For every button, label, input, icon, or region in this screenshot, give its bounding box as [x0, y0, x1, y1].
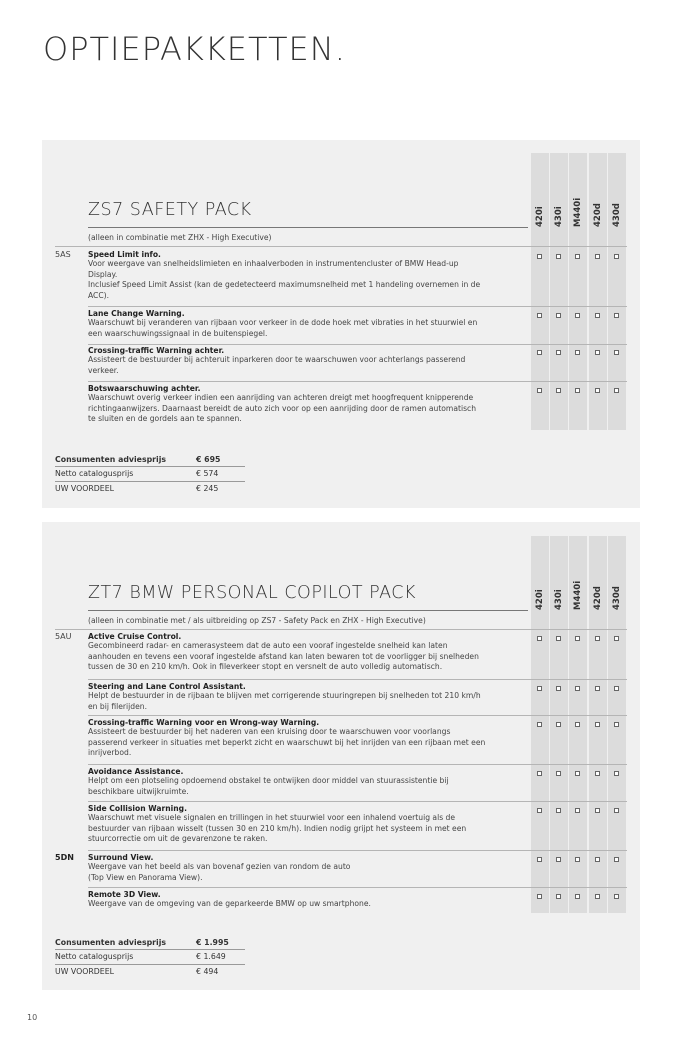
feature-description-line: richtingaanwijzers. Daarnaast bereidt de auto zich voor op een aanrijding door de ramen automatisch: [88, 403, 477, 413]
pack-note: (alleen in combinatie met / als uitbreiding op ZS7 - Safety Pack en ZHX - High Executive): [88, 616, 426, 625]
availability-checkbox-430i: [556, 388, 561, 393]
row-divider: [88, 764, 627, 765]
variant-label-m440i: M440i: [573, 197, 583, 227]
option-code: 5DN: [55, 853, 74, 862]
availability-checkbox-420d: [595, 894, 600, 899]
availability-checkbox-430d: [614, 722, 619, 727]
feature-description-line: stuurcorrectie om uit de gevarenzone te raken.: [88, 834, 268, 844]
availability-checkbox-m440i: [575, 722, 580, 727]
pack-title: ZT7 BMW PERSONAL COPILOT PACK: [88, 583, 416, 603]
feature-description-line: Weergave van het beeld als van bovenaf gezien van rondom de auto: [88, 862, 351, 871]
price-value: € 1.649: [196, 952, 226, 961]
availability-checkbox-430i: [556, 771, 561, 776]
availability-checkbox-m440i: [575, 636, 580, 641]
feature-description-line: Assisteert de bestuurder bij achteruit inparkeren door te waarschuwen voor achterlangs passerend: [88, 355, 466, 364]
feature-description-line: een waarschuwingssignaal in de buitenspiegel.: [88, 328, 268, 338]
availability-checkbox-m440i: [575, 686, 580, 691]
availability-checkbox-430d: [614, 857, 619, 862]
availability-checkbox-420i: [537, 894, 542, 899]
feature-title: Crossing-traffic Warning voor en Wrong-way Warning.: [88, 718, 320, 727]
feature-description-line: passerend verkeer in situaties met beperkt zicht en waarschuwt bij het inrijden van een rijbaan met een: [88, 737, 486, 747]
availability-checkbox-420i: [537, 350, 542, 355]
price-divider: [55, 949, 245, 950]
row-divider: [88, 679, 627, 680]
availability-checkbox-430d: [614, 894, 619, 899]
availability-checkbox-420i: [537, 254, 542, 259]
price-label: Consumenten adviesprijs: [55, 455, 167, 464]
feature-description-line: Waarschuwt bij veranderen van rijbaan voor verkeer in de dode hoek met vibraties in het stuurwiel en: [88, 318, 478, 327]
price-label: Consumenten adviesprijs: [55, 938, 167, 947]
availability-checkbox-420d: [595, 771, 600, 776]
pack-title: ZS7 SAFETY PACK: [88, 200, 252, 220]
availability-checkbox-420i: [537, 808, 542, 813]
availability-checkbox-430i: [556, 686, 561, 691]
variant-label-m440i: M440i: [573, 580, 583, 610]
feature-title: Avoidance Assistance.: [88, 767, 184, 776]
variant-label-430i: 430i: [554, 206, 564, 227]
option-code: 5AU: [55, 632, 72, 641]
price-value: € 574: [196, 469, 219, 478]
row-divider: [88, 850, 627, 851]
availability-checkbox-430d: [614, 808, 619, 813]
availability-checkbox-m440i: [575, 808, 580, 813]
feature-title: Speed Limit info.: [88, 250, 161, 259]
availability-checkbox-430i: [556, 857, 561, 862]
note-divider: [55, 246, 627, 247]
variant-label-420d: 420d: [593, 203, 603, 227]
availability-checkbox-430i: [556, 254, 561, 259]
availability-checkbox-420d: [595, 808, 600, 813]
availability-checkbox-420i: [537, 313, 542, 318]
feature-description-line: en bij filerijden.: [88, 701, 147, 711]
variant-label-420d: 420d: [593, 586, 603, 610]
feature-description-line: Waarschuwt met visuele signalen en trillingen in het stuurwiel voor een inhalend voertuig als de: [88, 813, 456, 822]
price-value: € 245: [196, 484, 219, 493]
feature-description-line: Inclusief Speed Limit Assist (kan de gedetecteerd maximumsnelheid met 1 handeling overnemen in de: [88, 280, 481, 290]
availability-checkbox-430i: [556, 894, 561, 899]
availability-checkbox-430i: [556, 808, 561, 813]
price-value: € 1.995: [196, 938, 229, 947]
variant-label-420i: 420i: [535, 589, 545, 610]
availability-checkbox-m440i: [575, 388, 580, 393]
pack-note: (alleen in combinatie met ZHX - High Executive): [88, 233, 272, 242]
row-divider: [88, 887, 627, 888]
availability-checkbox-420d: [595, 722, 600, 727]
availability-checkbox-m440i: [575, 313, 580, 318]
price-label: Netto catalogusprijs: [55, 469, 134, 478]
availability-checkbox-430i: [556, 313, 561, 318]
feature-description-line: Waarschuwt overig verkeer indien een aanrijding van achteren dreigt met hoogfrequent knipperende: [88, 393, 474, 402]
feature-description-line: Weergave van de omgeving van de geparkeerde BMW op uw smartphone.: [88, 899, 371, 908]
variant-label-430d: 430d: [612, 203, 622, 227]
price-label: UW VOORDEEL: [55, 967, 114, 976]
availability-checkbox-430i: [556, 722, 561, 727]
availability-checkbox-420d: [595, 254, 600, 259]
note-divider: [55, 629, 627, 630]
availability-checkbox-430d: [614, 771, 619, 776]
feature-title: Lane Change Warning.: [88, 309, 185, 318]
title-divider: [88, 227, 528, 228]
page-number: 10: [27, 1013, 38, 1022]
availability-checkbox-m440i: [575, 771, 580, 776]
availability-checkbox-430d: [614, 254, 619, 259]
feature-description-line: ACC).: [88, 290, 110, 300]
availability-checkbox-430d: [614, 686, 619, 691]
availability-checkbox-420d: [595, 686, 600, 691]
availability-checkbox-m440i: [575, 350, 580, 355]
availability-checkbox-420i: [537, 388, 542, 393]
feature-title: Active Cruise Control.: [88, 632, 182, 641]
availability-checkbox-430d: [614, 636, 619, 641]
availability-checkbox-420d: [595, 350, 600, 355]
price-divider: [55, 964, 245, 965]
feature-description-line: Voor weergave van snelheidslimieten en inhaalverboden in instrumentencluster of BMW Head-up: [88, 259, 459, 268]
availability-checkbox-430d: [614, 313, 619, 318]
row-divider: [88, 715, 627, 716]
variant-label-420i: 420i: [535, 206, 545, 227]
title-divider: [88, 610, 528, 611]
row-divider: [88, 381, 627, 382]
availability-checkbox-420i: [537, 771, 542, 776]
availability-checkbox-420i: [537, 722, 542, 727]
price-divider: [55, 481, 245, 482]
price-label: Netto catalogusprijs: [55, 952, 134, 961]
availability-checkbox-m440i: [575, 894, 580, 899]
variant-label-430i: 430i: [554, 589, 564, 610]
variant-label-430d: 430d: [612, 586, 622, 610]
row-divider: [88, 344, 627, 345]
availability-checkbox-430i: [556, 350, 561, 355]
availability-checkbox-430i: [556, 636, 561, 641]
feature-title: Steering and Lane Control Assistant.: [88, 682, 246, 691]
option-code: 5AS: [55, 250, 71, 259]
availability-checkbox-430d: [614, 388, 619, 393]
feature-description-line: te sluiten en de gordels aan te spannen.: [88, 414, 242, 424]
feature-description-line: Display.: [88, 269, 118, 279]
feature-description-line: aanhouden en tevens een vooraf ingestelde afstand kan laten bewaren tot de voorligger bij snelheden: [88, 651, 479, 661]
feature-description-line: beschikbare uitwijkruimte.: [88, 786, 189, 796]
availability-checkbox-m440i: [575, 254, 580, 259]
availability-checkbox-420d: [595, 388, 600, 393]
price-value: € 695: [196, 455, 221, 464]
availability-checkbox-420i: [537, 857, 542, 862]
feature-title: Remote 3D View.: [88, 890, 161, 899]
feature-description-line: tussen de 30 en 210 km/h. Ook in fileverkeer stopt en versnelt de auto volledig automatisch.: [88, 662, 443, 672]
availability-checkbox-420d: [595, 636, 600, 641]
price-label: UW VOORDEEL: [55, 484, 114, 493]
feature-description-line: Assisteert de bestuurder bij het naderen van een kruising door te waarschuwen voor voorlangs: [88, 727, 451, 736]
price-divider: [55, 466, 245, 467]
feature-description-line: Gecombineerd radar- en camerasysteem dat de auto een vooraf ingestelde snelheid kan laten: [88, 641, 448, 650]
feature-title: Surround View.: [88, 853, 154, 862]
availability-checkbox-420i: [537, 636, 542, 641]
feature-description-line: verkeer.: [88, 365, 119, 375]
feature-title: Botswaarschuwing achter.: [88, 384, 201, 393]
feature-description-line: Helpt om een plotseling opdoemend obstakel te ontwijken door middel van stuurassistentie bij: [88, 776, 449, 785]
availability-checkbox-420d: [595, 313, 600, 318]
row-divider: [88, 306, 627, 307]
feature-title: Crossing-traffic Warning achter.: [88, 346, 225, 355]
availability-checkbox-m440i: [575, 857, 580, 862]
feature-description-line: (Top View en Panorama View).: [88, 872, 203, 882]
price-value: € 494: [196, 967, 219, 976]
feature-description-line: bestuurder van rijbaan wisselt (tussen 30 en 210 km/h). Indien nodig grijpt het systeem in met een: [88, 823, 467, 833]
feature-title: Side Collision Warning.: [88, 804, 188, 813]
feature-description-line: inrijverbod.: [88, 748, 132, 758]
page-title: OPTIEPAKKETTEN.: [43, 30, 346, 68]
availability-checkbox-420d: [595, 857, 600, 862]
row-divider: [88, 801, 627, 802]
availability-checkbox-420i: [537, 686, 542, 691]
feature-description-line: Helpt de bestuurder in de rijbaan te blijven met corrigerende stuuringrepen bij snelheden tot 210 km/h: [88, 691, 481, 700]
availability-checkbox-430d: [614, 350, 619, 355]
